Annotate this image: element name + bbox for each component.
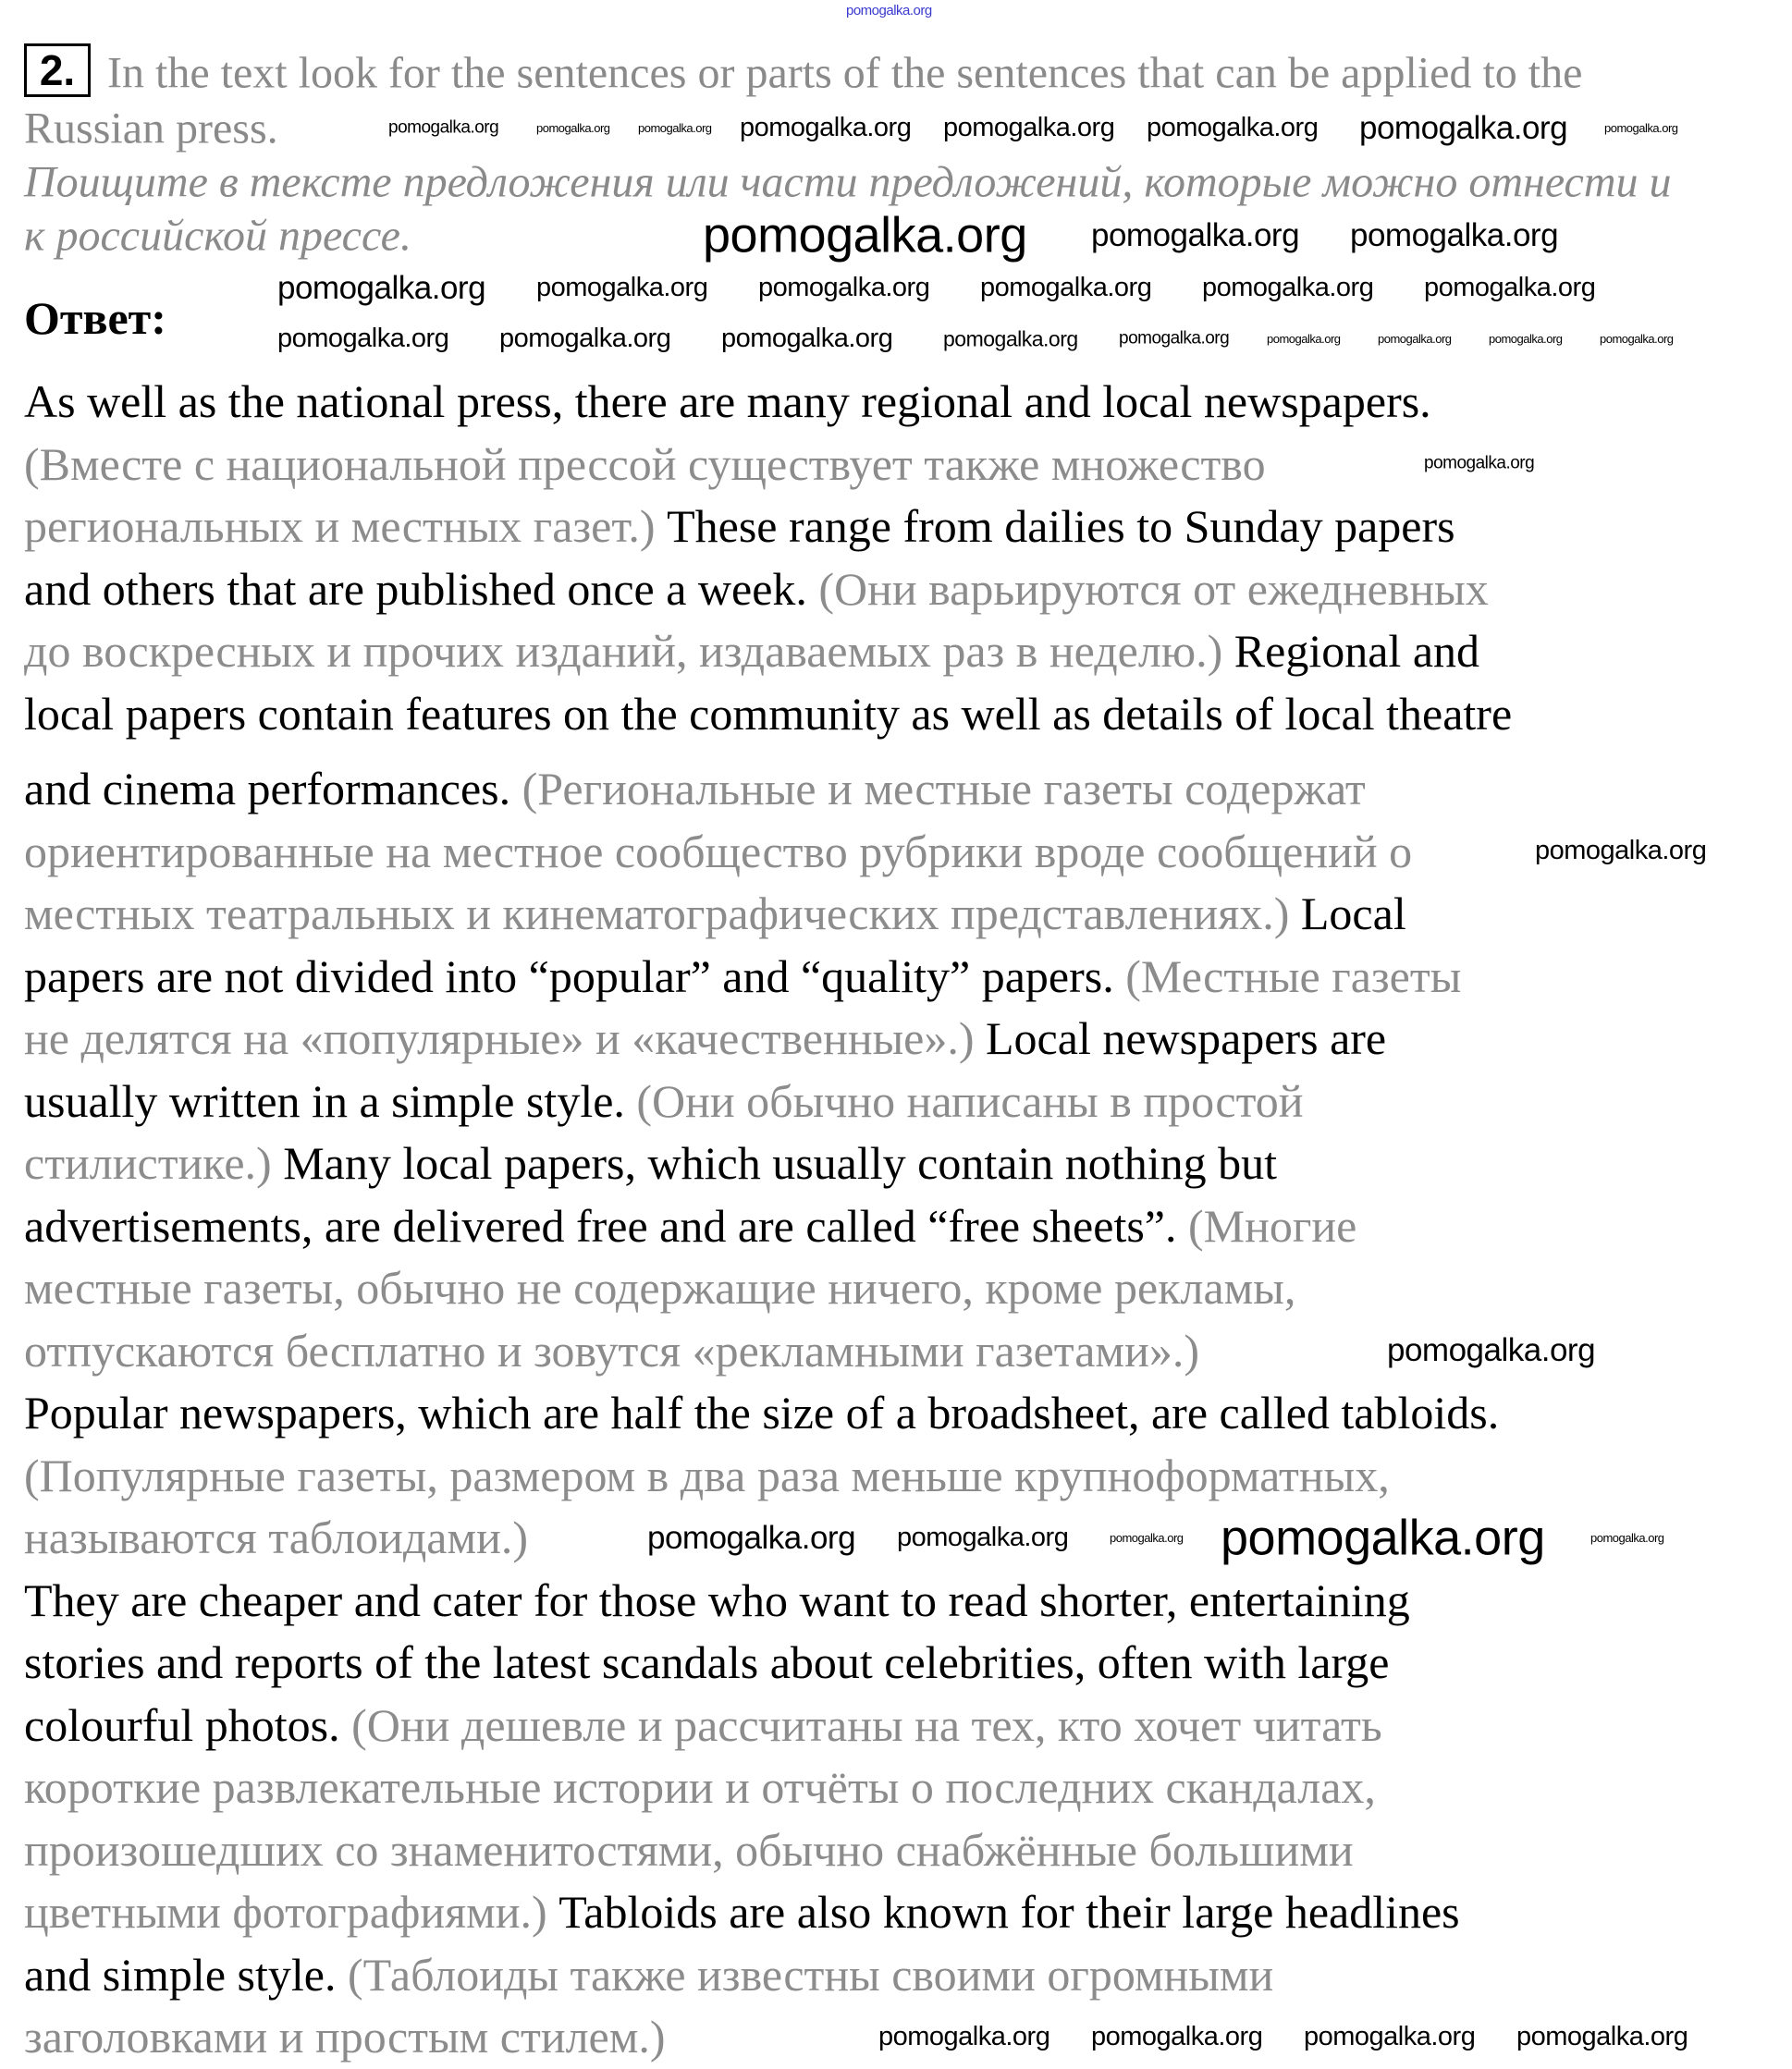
text-line — [24, 1071, 1512, 1133]
watermark: pomogalka.org — [277, 269, 486, 306]
watermark: pomogalka.org — [943, 113, 1115, 143]
text-line — [24, 1195, 1512, 1258]
english-text: These range from dailies to Sunday papers — [655, 500, 1455, 552]
text-line — [24, 620, 1512, 683]
watermark: pomogalka.org — [536, 120, 610, 135]
watermark: pomogalka.org — [1350, 216, 1559, 253]
russian-translation: (Таблоиды также известны своими огромными — [336, 1948, 1274, 2001]
russian-translation: произошедших со знаменитостями, обычно снабжённые большими — [24, 1823, 1354, 1876]
watermark: pomogalka.org — [1221, 1510, 1545, 1566]
watermark: pomogalka.org — [536, 273, 708, 303]
english-text: and simple style. — [24, 1948, 337, 2001]
text-line — [24, 758, 1512, 821]
english-text: and cinema performances. — [24, 763, 511, 814]
english-text: colourful photos. — [24, 1698, 340, 1751]
russian-translation: (Они варьируются от ежедневных — [806, 562, 1489, 615]
english-text: Local newspapers are — [974, 1012, 1387, 1064]
english-text: Local — [1289, 888, 1406, 939]
russian-translation: не делятся на «популярные» и «качественные».) — [24, 1012, 975, 1064]
text-line — [24, 1382, 1512, 1445]
english-text: stories and reports of the latest scandals about celebrities, often with large — [24, 1636, 1390, 1688]
english-text: papers are not divided into “popular” and “quality” papers. — [24, 949, 1114, 1002]
instruction-ru-cont: к российской прессе. — [24, 211, 411, 261]
watermark: pomogalka.org — [1424, 273, 1596, 303]
text-line — [24, 2006, 1512, 2069]
text-line — [24, 683, 1512, 746]
russian-translation: (Вместе с национальной прессой существует также множество — [24, 437, 1266, 490]
watermark: pomogalka.org — [1600, 331, 1674, 346]
watermark: pomogalka.org — [1091, 2022, 1263, 2052]
watermark: pomogalka.org — [1516, 2022, 1688, 2052]
text-line — [24, 821, 1512, 884]
watermark: pomogalka.org — [388, 117, 499, 138]
russian-translation: (Региональные и местные газеты содержат — [510, 763, 1366, 814]
russian-translation: до воскресных и прочих изданий, издаваемых раз в неделю.) — [24, 625, 1223, 677]
watermark: pomogalka.org — [1304, 2022, 1476, 2052]
watermark: pomogalka.org — [277, 324, 449, 354]
watermark: pomogalka.org — [721, 324, 893, 354]
header-watermark: pomogalka.org — [846, 2, 932, 18]
watermark: pomogalka.org — [878, 2022, 1050, 2052]
watermark: pomogalka.org — [1378, 331, 1452, 346]
task-number: 2. — [24, 43, 91, 97]
watermark: pomogalka.org — [499, 324, 671, 354]
russian-translation: региональных и местных газет.) — [24, 500, 656, 552]
english-text: and others that are published once a week. — [24, 562, 807, 615]
watermark: pomogalka.org — [1604, 120, 1678, 135]
russian-translation: (Многие — [1176, 1199, 1357, 1252]
russian-translation: (Они обычно написаны в простой — [624, 1074, 1304, 1127]
russian-translation: (Популярные газеты, размером в два раза меньше крупноформатных, — [24, 1449, 1390, 1501]
text-line — [24, 1757, 1512, 1819]
answer-label: Ответ: — [24, 292, 166, 344]
russian-translation: ориентированные на местное сообщество рубрики вроде сообщений о — [24, 825, 1413, 877]
watermark: pomogalka.org — [1424, 453, 1535, 473]
text-line — [24, 1570, 1512, 1633]
russian-translation: (Местные газеты — [1113, 949, 1462, 1002]
russian-translation: стилистике.) — [24, 1137, 272, 1189]
russian-translation: отпускаются бесплатно и зовутся «рекламными газетами».) — [24, 1324, 1199, 1377]
english-text: They are cheaper and cater for those who want to read shorter, entertaining — [24, 1573, 1410, 1626]
text-line — [24, 371, 1512, 434]
text-line — [24, 1257, 1512, 1320]
watermark: pomogalka.org — [647, 1519, 856, 1556]
text-line — [24, 1881, 1512, 1944]
watermark: pomogalka.org — [1535, 836, 1707, 866]
watermark: pomogalka.org — [1147, 113, 1319, 143]
text-line — [24, 1632, 1512, 1695]
russian-translation: цветными фотографиями.) — [24, 1886, 547, 1938]
watermark: pomogalka.org — [1359, 109, 1568, 146]
russian-translation: называются таблоидами.) — [24, 1512, 529, 1563]
text-line — [24, 1695, 1512, 1757]
watermark: pomogalka.org — [1110, 1530, 1184, 1545]
text-line — [24, 1008, 1512, 1071]
watermark: pomogalka.org — [980, 273, 1152, 303]
watermark: pomogalka.org — [1489, 331, 1563, 346]
english-text: local papers contain features on the community as well as details of local theatre — [24, 687, 1513, 740]
english-text: advertisements, are delivered free and are called “free sheets”. — [24, 1199, 1177, 1252]
text-line — [24, 1445, 1512, 1508]
watermark: pomogalka.org — [1590, 1530, 1664, 1545]
watermark: pomogalka.org — [1119, 328, 1230, 349]
english-text: Tabloids are also known for their large headlines — [546, 1886, 1460, 1938]
instruction-ru: Поищите в тексте предложения или части предложений, которые можно отнести и — [24, 157, 1672, 207]
watermark: pomogalka.org — [703, 207, 1027, 263]
text-line — [24, 496, 1512, 558]
watermark: pomogalka.org — [1091, 216, 1300, 253]
watermark: pomogalka.org — [1387, 1331, 1596, 1368]
watermark: pomogalka.org — [638, 120, 712, 135]
text-line — [24, 558, 1512, 621]
watermark: pomogalka.org — [943, 326, 1078, 351]
text-line — [24, 946, 1512, 1009]
russian-translation: местных театральных и кинематографических представлениях.) — [24, 888, 1290, 939]
watermark: pomogalka.org — [1202, 273, 1374, 303]
russian-translation: заголовками и простым стилем.) — [24, 2011, 666, 2063]
text-line — [24, 1944, 1512, 2007]
russian-translation: местные газеты, обычно не содержащие ничего, кроме рекламы, — [24, 1262, 1296, 1314]
watermark: pomogalka.org — [897, 1523, 1069, 1553]
english-text: Many local papers, which usually contain nothing but — [271, 1137, 1277, 1189]
watermark: pomogalka.org — [1267, 331, 1341, 346]
english-text: usually written in a simple style. — [24, 1074, 625, 1127]
text-line — [24, 1132, 1512, 1195]
text-line — [24, 434, 1512, 496]
instruction-en-cont: Russian press. — [24, 104, 278, 153]
text-line — [24, 883, 1512, 946]
text-line — [24, 1320, 1512, 1383]
instruction-en: In the text look for the sentences or parts of the sentences that can be applied to the — [107, 48, 1583, 98]
answer-text — [24, 371, 1512, 2069]
english-text: Regional and — [1222, 625, 1480, 677]
watermark: pomogalka.org — [740, 113, 912, 143]
russian-translation: (Они дешевле и рассчитаны на тех, кто хочет читать — [339, 1698, 1382, 1751]
russian-translation: короткие развлекательные истории и отчёты о последних скандалах, — [24, 1761, 1376, 1813]
english-text: As well as the national press, there are many regional and local newspapers. — [24, 375, 1431, 427]
text-line — [24, 1819, 1512, 1882]
english-text: Popular newspapers, which are half the size of a broadsheet, are called tabloids. — [24, 1387, 1500, 1439]
watermark: pomogalka.org — [758, 273, 930, 303]
